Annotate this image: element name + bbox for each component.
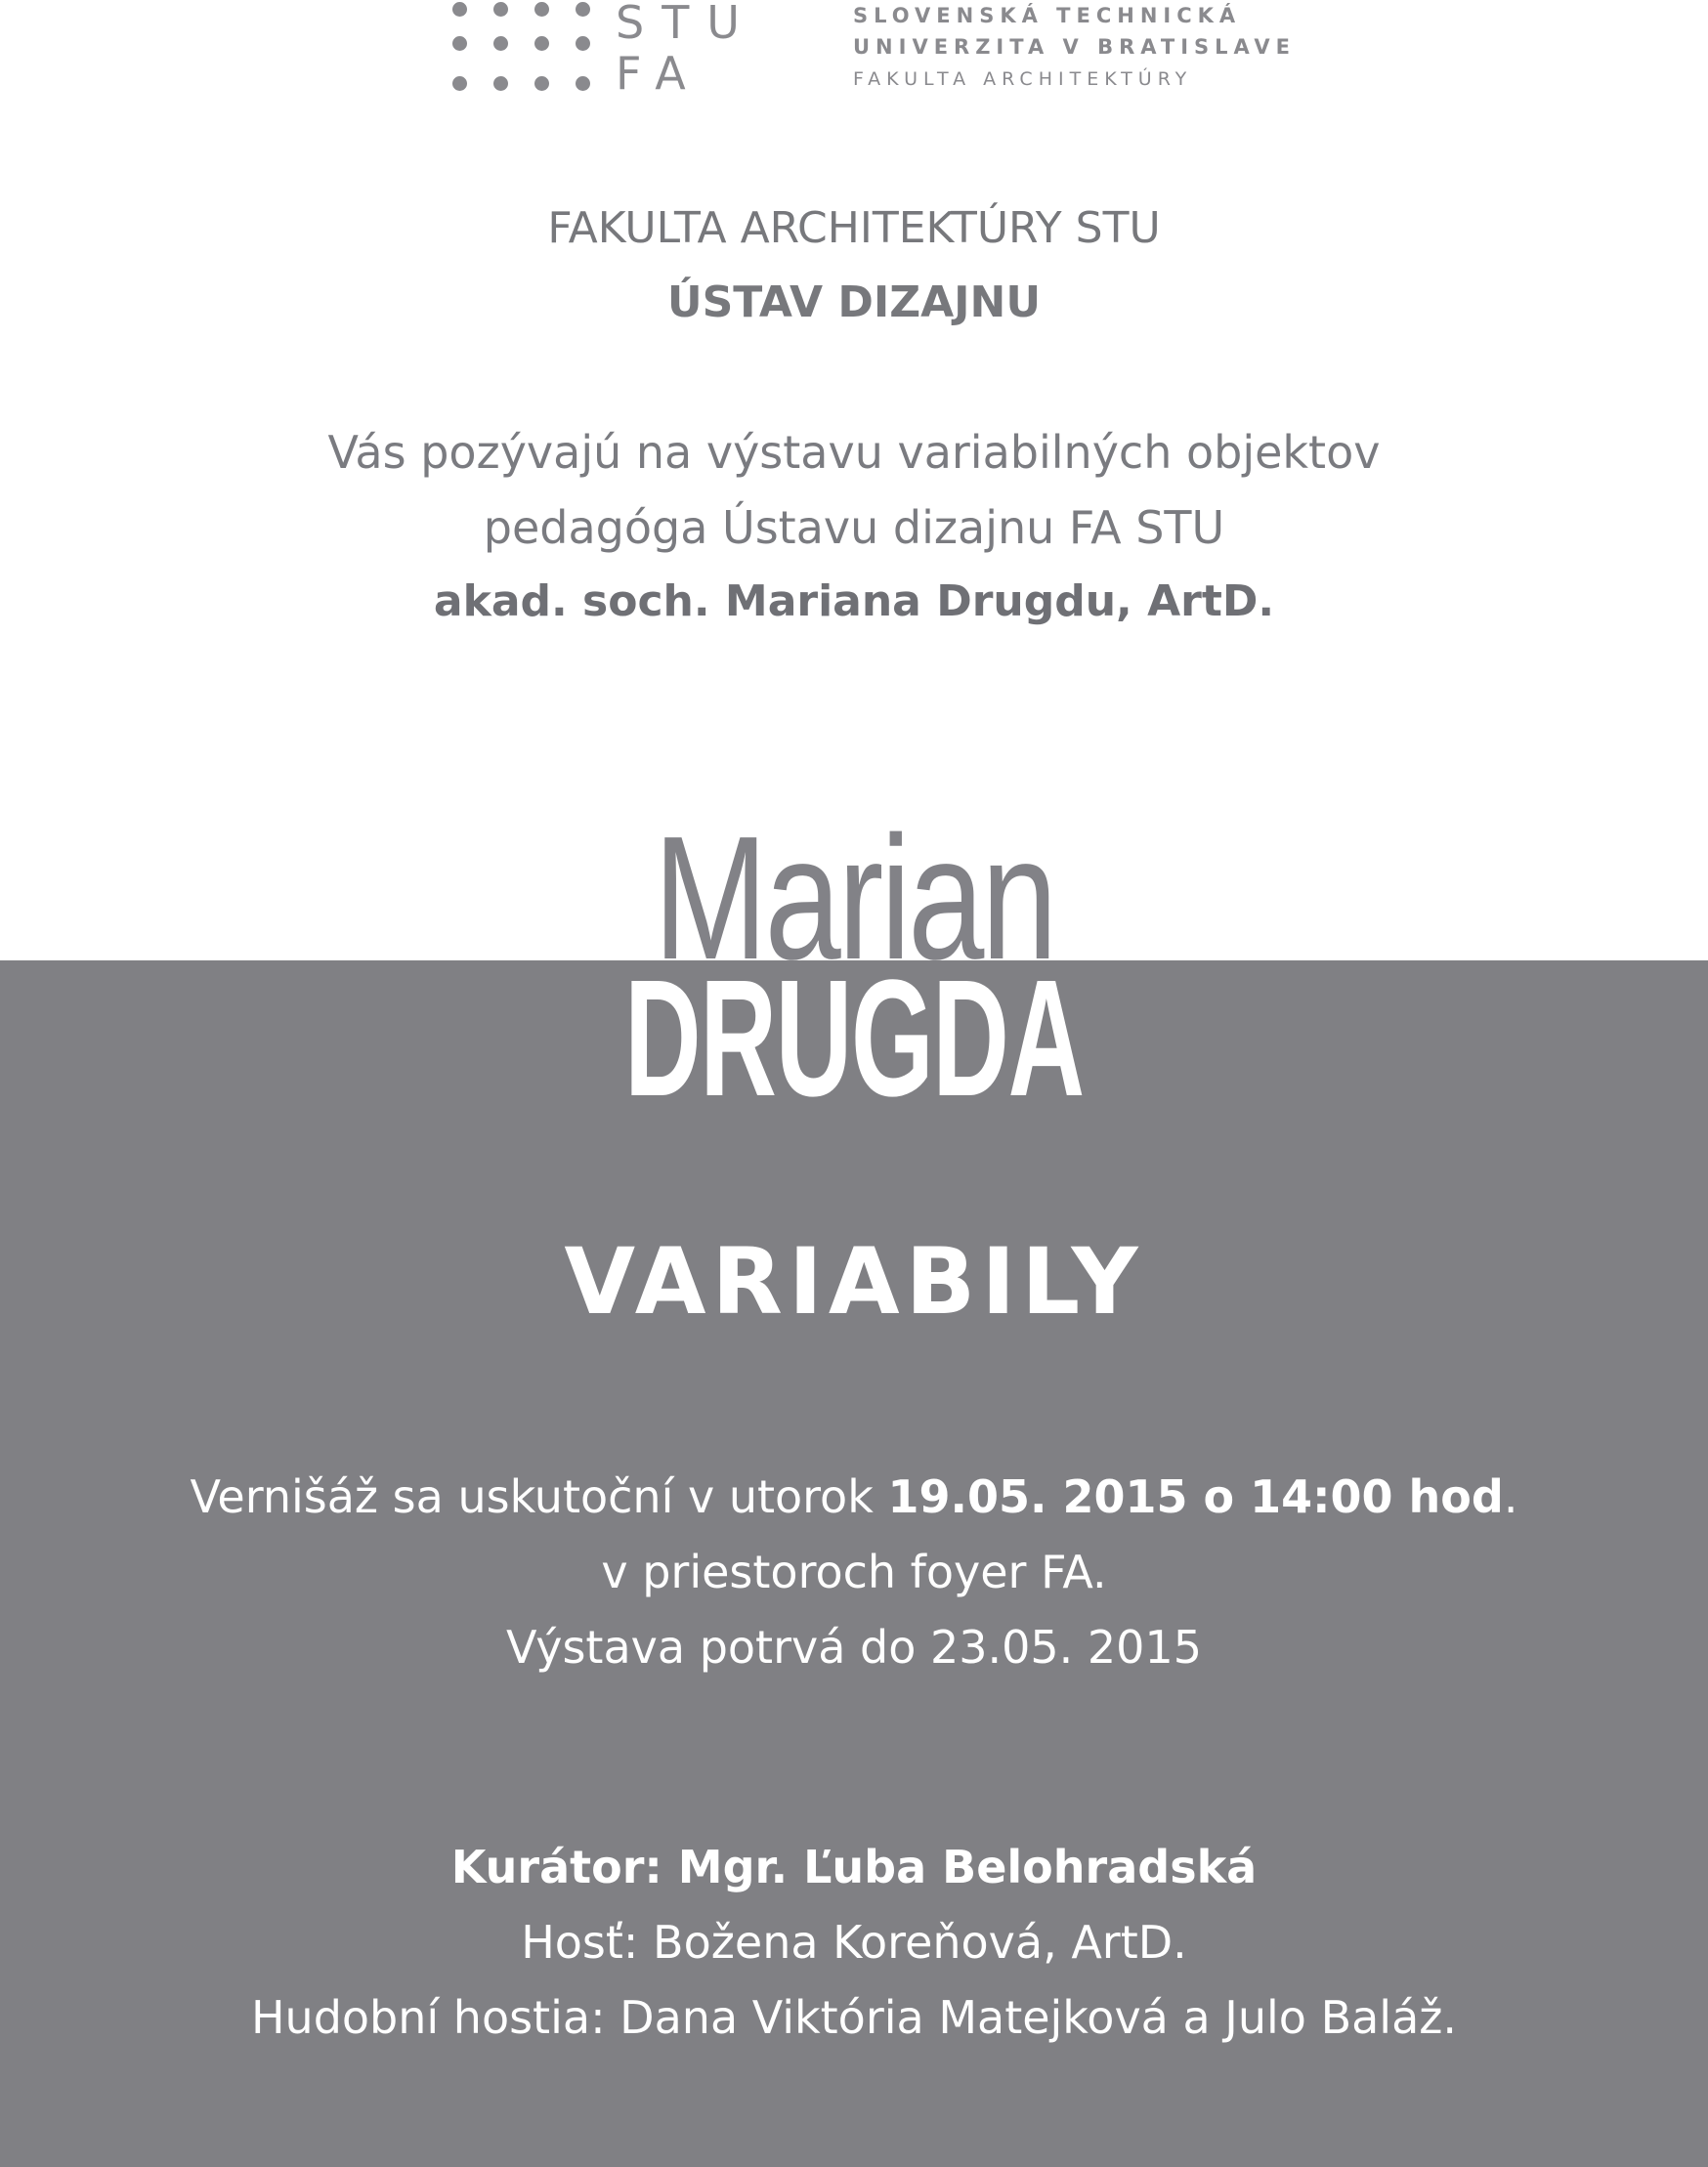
guest-line: Hosť: Božena Koreňová, ArtD. <box>521 1916 1187 1969</box>
logo-text-line2: UNIVERZITA V BRATISLAVE <box>853 35 1296 59</box>
artist-last-name: DRUGDA <box>624 946 1084 1131</box>
vernissage-suffix: . <box>1503 1470 1518 1523</box>
vernissage-line <box>0 1470 1708 1523</box>
artist-first-name: Marian <box>653 800 1055 997</box>
faculty-heading: FAKULTA ARCHITEKTÚRY STU <box>547 203 1161 253</box>
vernissage-prefix: Vernišáž sa uskutoční v utorok <box>190 1470 888 1523</box>
logo-text-line1: SLOVENSKÁ TECHNICKÁ <box>853 4 1242 27</box>
logo-mark-fa: FA <box>616 47 704 100</box>
invitation-line-1: Vás pozývajú na výstavu variabilných objektov <box>327 426 1381 479</box>
stu-fa-logo <box>445 0 1296 107</box>
music-guests-line: Hudobní hostia: Dana Viktória Matejková a Julo Baláž. <box>250 1991 1458 2044</box>
invitation-line-3: akad. soch. Mariana Drugdu, ArtD. <box>433 576 1275 626</box>
exhibition-title: VARIABILY <box>564 1229 1144 1336</box>
logo-mark-stu: STU <box>616 0 757 49</box>
exhibition-duration: Výstava potrvá do 23.05. 2015 <box>506 1621 1202 1674</box>
vernissage-datetime: 19.05. 2015 o 14:00 hod <box>887 1470 1504 1523</box>
curator-line: Kurátor: Mgr. Ľuba Belohradská <box>450 1841 1258 1893</box>
invitation-line-2: pedagóga Ústavu dizajnu FA STU <box>483 501 1225 554</box>
institute-heading: ÚSTAV DIZAJNU <box>666 277 1042 327</box>
logo-dot-grid-icon <box>445 0 591 98</box>
logo-text-line3: FAKULTA ARCHITEKTÚRY <box>853 68 1193 90</box>
vernissage-venue: v priestoroch foyer FA. <box>601 1546 1107 1598</box>
